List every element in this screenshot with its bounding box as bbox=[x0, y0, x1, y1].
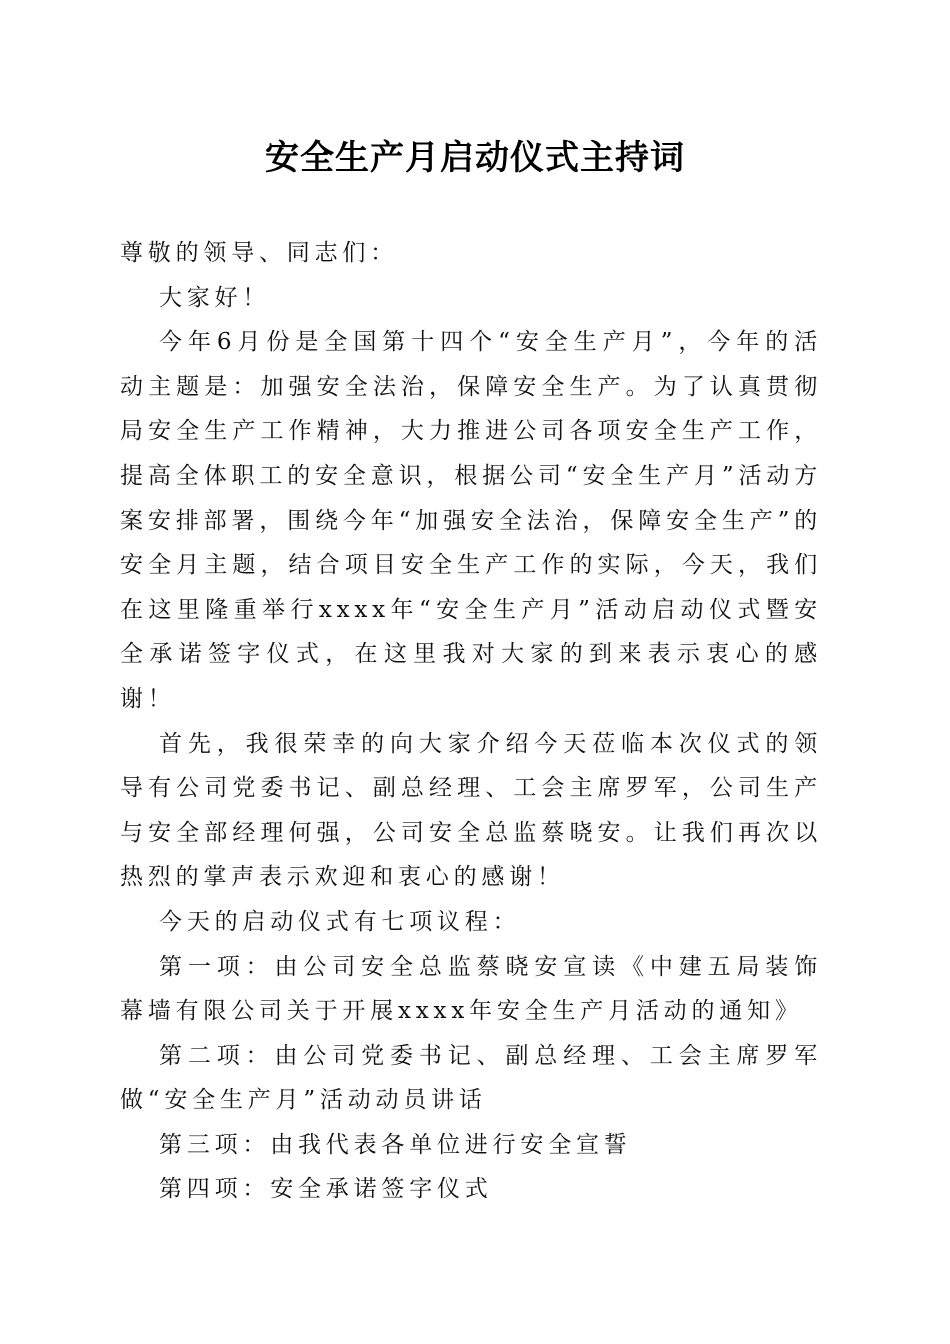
salutation: 尊敬的领导、同志们： bbox=[120, 240, 398, 266]
leaders-introduction-paragraph: 首先，我很荣幸的向大家介绍今天莅临本次仪式的领导有公司党委书记、副总经理、工会主席罗军，公司生产与安全部经理何强，公司安全总监蔡晓安。让我们再次以热烈的掌声表示欢迎和衷心的感谢！ bbox=[120, 730, 822, 891]
agenda-item-3: 第三项：由我代表各单位进行安全宣誓 bbox=[159, 1131, 632, 1158]
agenda-item-1: 第一项：由公司安全总监蔡晓安宣读《中建五局装饰幕墙有限公司关于开展xxxx年安全生产月活动的通知》 bbox=[120, 953, 822, 1025]
agenda-item-2: 第二项：由公司党委书记、副总经理、工会主席罗军做“安全生产月”活动动员讲话 bbox=[120, 1042, 822, 1114]
agenda-heading: 今天的启动仪式有七项议程： bbox=[159, 908, 521, 935]
agenda-item-4: 第四项：安全承诺签字仪式 bbox=[159, 1176, 493, 1203]
document-title: 安全生产月启动仪式主持词 bbox=[265, 138, 685, 178]
document-body bbox=[120, 231, 822, 1212]
intro-paragraph: 今年6月份是全国第十四个“安全生产月”，今年的活动主题是：加强安全法治，保障安全生产。为了认真贯彻局安全生产工作精神，大力推进公司各项安全生产工作，提高全体职工的安全意识，根据公司“安全生产月”活动方案安排部署，围绕今年“加强安全法治，保障安全生产”的安全月主题，结合项目安全生产工作的实际，今天，我们在这里隆重举行xxxx年“安全生产月”活动启动仪式暨安全承诺签字仪式，在这里我对大家的到来表示衷心的感谢！ bbox=[120, 329, 822, 712]
greeting-paragraph: 大家好！ bbox=[159, 284, 271, 311]
